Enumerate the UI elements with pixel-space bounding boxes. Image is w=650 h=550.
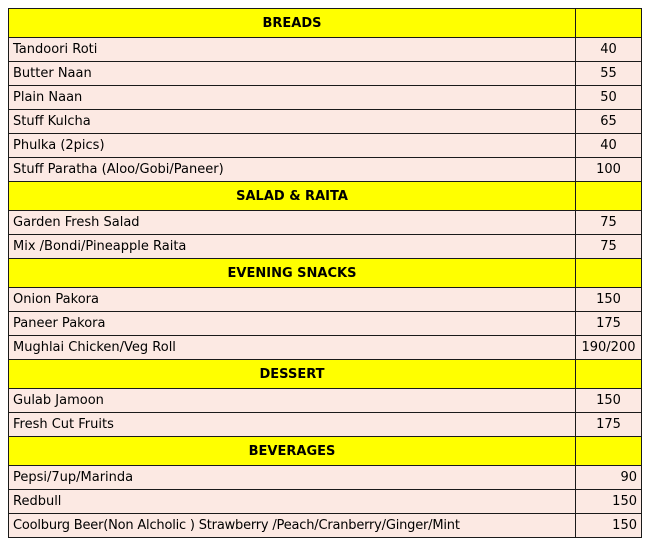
item-name: Stuff Kulcha — [9, 110, 576, 134]
item-price: 150 — [576, 514, 642, 538]
item-price: 90 — [576, 466, 642, 490]
menu-item-row — [9, 86, 642, 110]
item-name: Gulab Jamoon — [9, 389, 576, 413]
menu-item-row — [9, 110, 642, 134]
menu-item-row — [9, 466, 642, 490]
section-price-cell — [576, 259, 642, 288]
item-price: 150 — [576, 288, 642, 312]
section-title: DESSERT — [9, 360, 576, 389]
item-price: 55 — [576, 62, 642, 86]
item-price: 150 — [576, 490, 642, 514]
item-name: Mughlai Chicken/Veg Roll — [9, 336, 576, 360]
item-price: 40 — [576, 38, 642, 62]
item-price: 50 — [576, 86, 642, 110]
menu-item-row — [9, 288, 642, 312]
item-price: 40 — [576, 134, 642, 158]
item-price: 175 — [576, 312, 642, 336]
menu-item-row — [9, 490, 642, 514]
section-header-dessert — [9, 360, 642, 389]
section-title: EVENING SNACKS — [9, 259, 576, 288]
menu-table — [8, 8, 642, 538]
section-price-cell — [576, 9, 642, 38]
section-price-cell — [576, 437, 642, 466]
section-title: BEVERAGES — [9, 437, 576, 466]
item-price: 100 — [576, 158, 642, 182]
item-price: 75 — [576, 211, 642, 235]
menu-item-row — [9, 235, 642, 259]
section-header-salad-raita — [9, 182, 642, 211]
item-price: 175 — [576, 413, 642, 437]
section-header-beverages — [9, 437, 642, 466]
item-name: Tandoori Roti — [9, 38, 576, 62]
menu-item-row — [9, 62, 642, 86]
section-title: SALAD & RAITA — [9, 182, 576, 211]
item-name: Coolburg Beer(Non Alcholic ) Strawberry /Peach/Cranberry/Ginger/Mint — [9, 514, 576, 538]
item-name: Plain Naan — [9, 86, 576, 110]
section-price-cell — [576, 182, 642, 211]
item-name: Redbull — [9, 490, 576, 514]
item-name: Phulka (2pics) — [9, 134, 576, 158]
menu-item-row — [9, 514, 642, 538]
section-price-cell — [576, 360, 642, 389]
item-name: Butter Naan — [9, 62, 576, 86]
item-price: 150 — [576, 389, 642, 413]
menu-item-row — [9, 134, 642, 158]
item-name: Pepsi/7up/Marinda — [9, 466, 576, 490]
item-name: Onion Pakora — [9, 288, 576, 312]
item-name: Paneer Pakora — [9, 312, 576, 336]
menu-item-row — [9, 158, 642, 182]
section-header-breads — [9, 9, 642, 38]
item-name: Stuff Paratha (Aloo/Gobi/Paneer) — [9, 158, 576, 182]
item-price: 190/200 — [576, 336, 642, 360]
menu-item-row — [9, 336, 642, 360]
menu-item-row — [9, 389, 642, 413]
section-title: BREADS — [9, 9, 576, 38]
menu-item-row — [9, 211, 642, 235]
item-name: Garden Fresh Salad — [9, 211, 576, 235]
item-price: 65 — [576, 110, 642, 134]
item-name: Fresh Cut Fruits — [9, 413, 576, 437]
item-price: 75 — [576, 235, 642, 259]
menu-item-row — [9, 312, 642, 336]
menu-item-row — [9, 413, 642, 437]
section-header-evening-snacks — [9, 259, 642, 288]
menu-item-row — [9, 38, 642, 62]
item-name: Mix /Bondi/Pineapple Raita — [9, 235, 576, 259]
menu-body — [9, 9, 642, 538]
